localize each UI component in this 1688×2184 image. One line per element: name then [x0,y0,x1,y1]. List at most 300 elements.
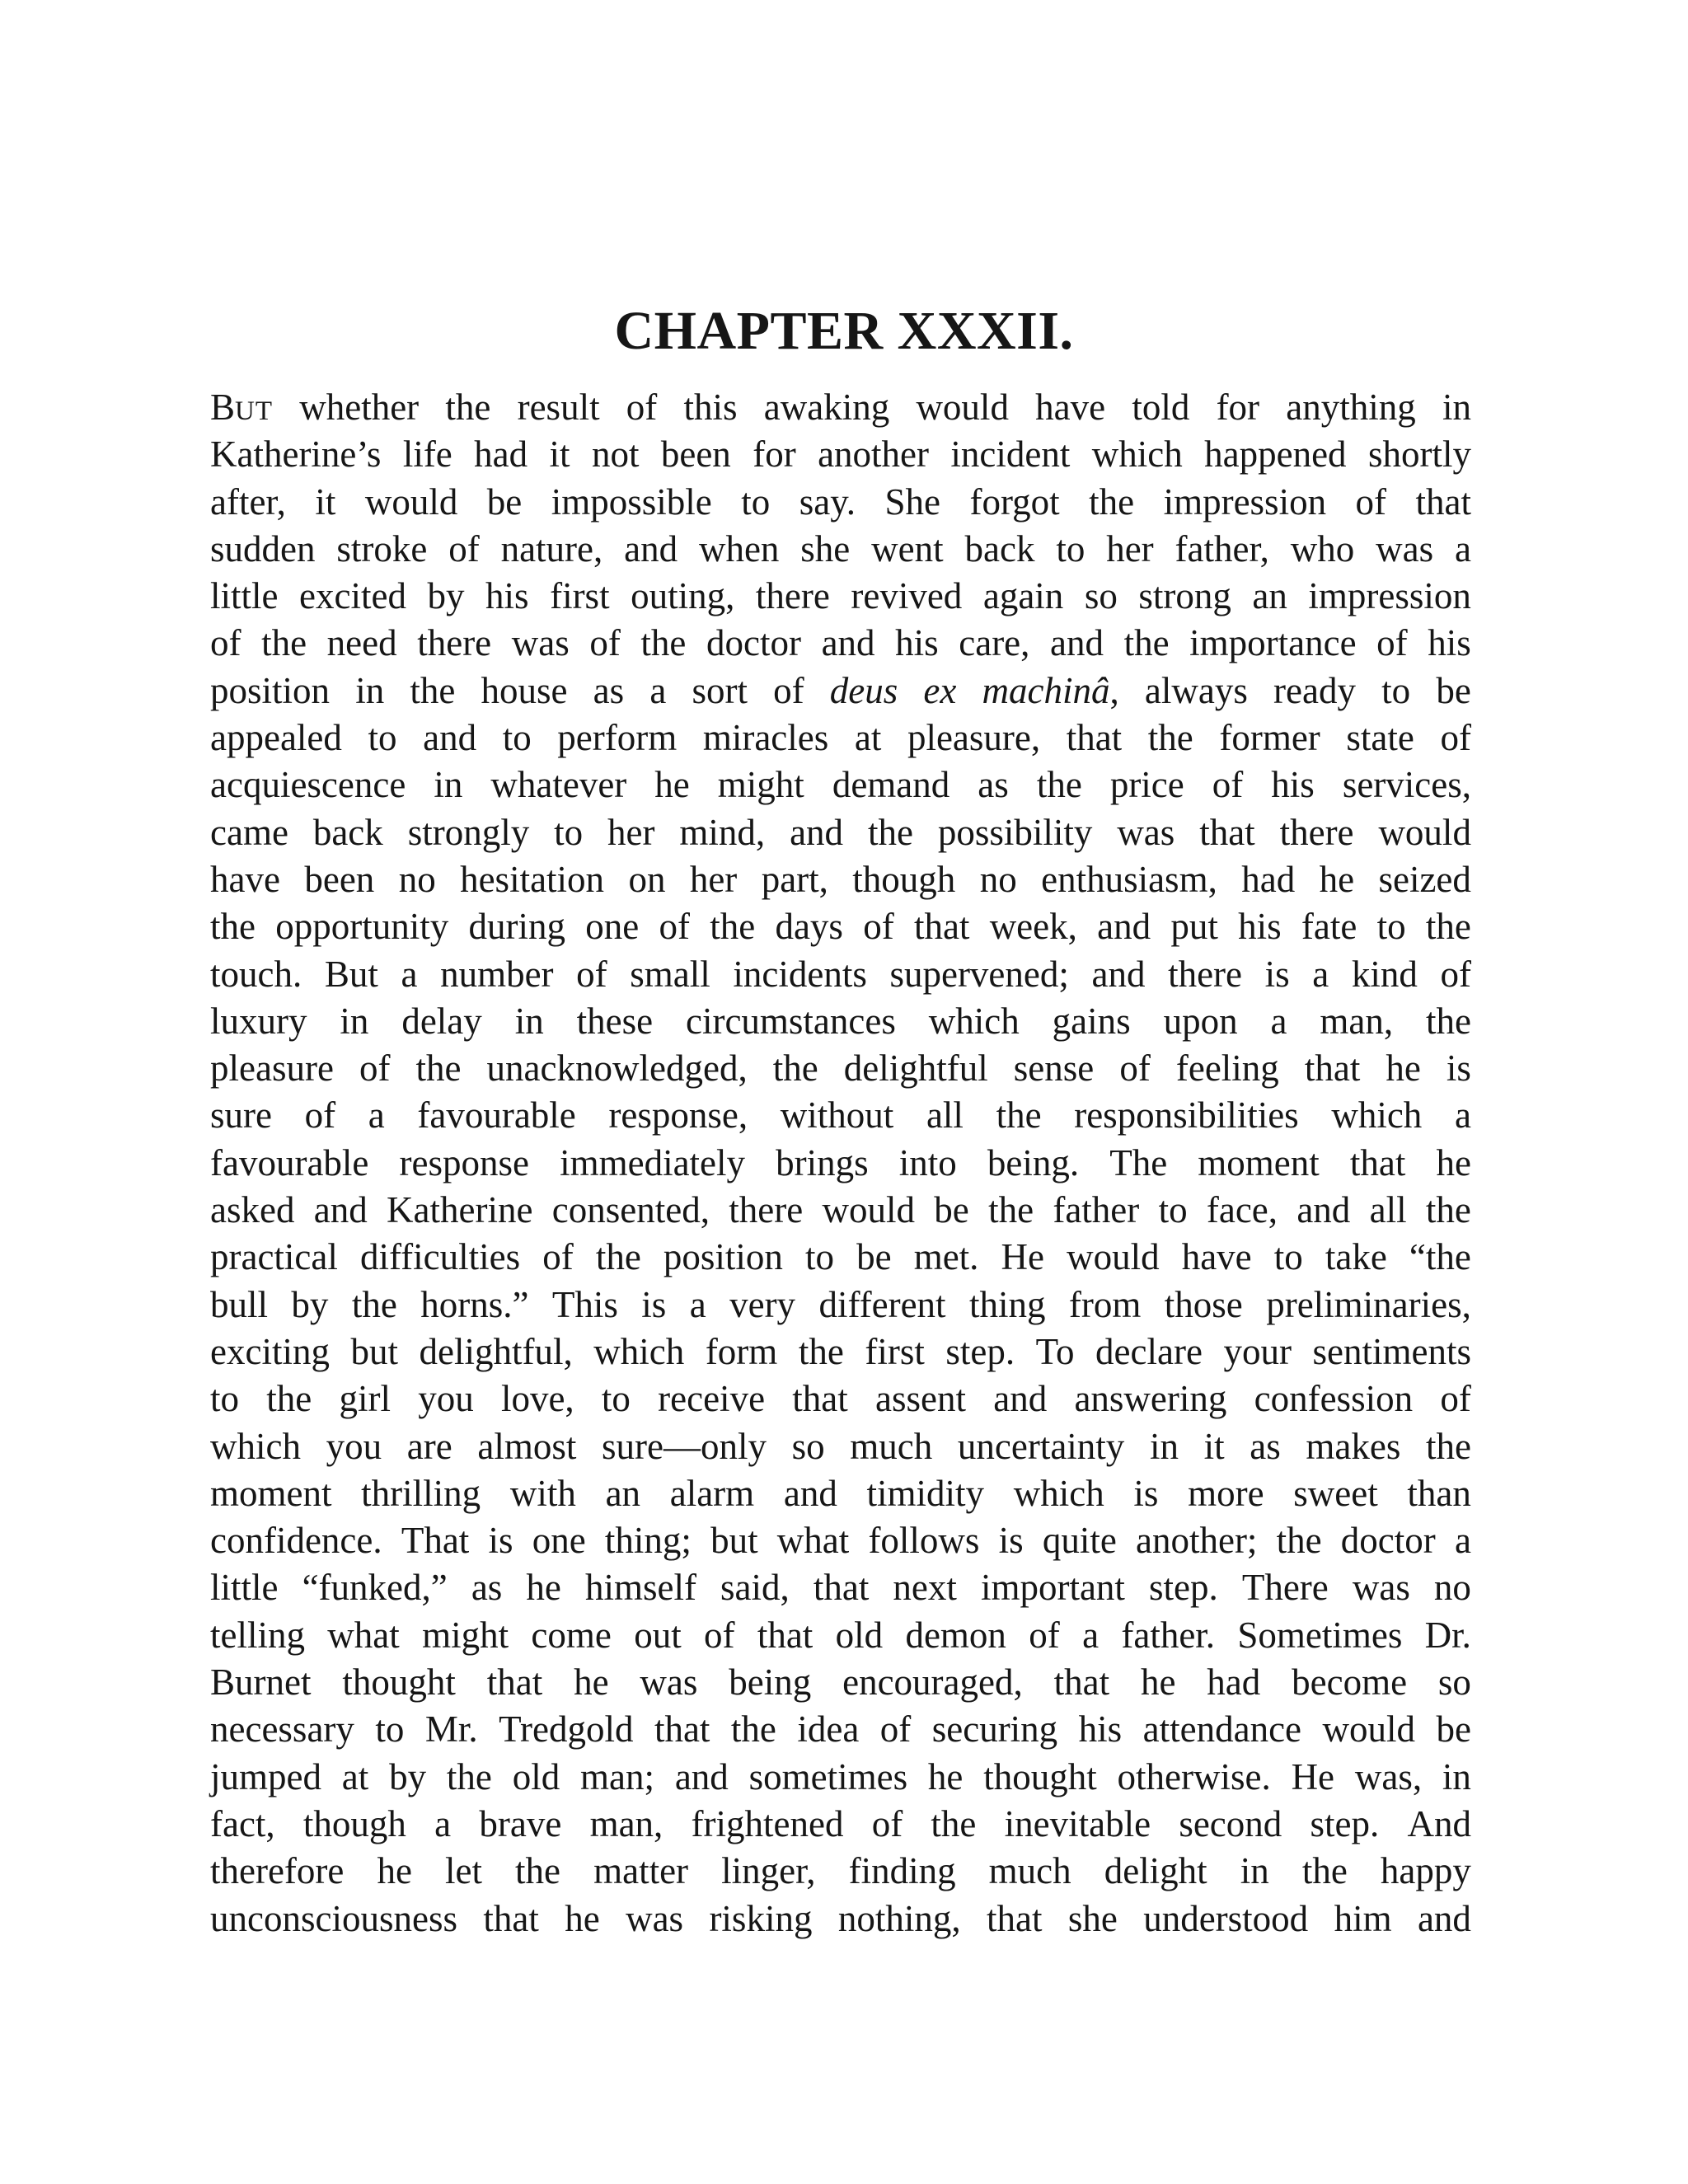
text-line [210,1187,1471,1234]
word: without [780,1094,894,1137]
word: when [698,527,780,569]
word: receive [658,1378,766,1420]
word: and [993,1378,1048,1420]
word: was [1376,527,1434,569]
word: of [863,906,894,948]
word: days [775,906,843,948]
word: bull [210,1283,269,1325]
word: would [364,480,458,523]
word: that [1053,1661,1110,1704]
word: he [1436,1141,1471,1183]
word: to [1158,1189,1188,1231]
word: the [515,1850,561,1892]
word: and [783,1472,837,1514]
text-line [210,1706,1471,1753]
word: that [1066,717,1123,759]
word: pleasure, [907,717,1041,759]
word: of [589,622,621,664]
word: of [1119,1047,1151,1090]
word: feeling [1175,1047,1279,1090]
word: and [790,811,844,853]
word: happy [1380,1850,1471,1892]
word: the [266,1378,312,1420]
word: be [1436,1708,1471,1750]
word: the [931,1802,977,1844]
word: all [926,1094,964,1137]
word: are [406,1425,452,1467]
word: unacknowledged, [486,1047,748,1090]
word: with [509,1472,576,1514]
word: Burnet [210,1661,312,1704]
word: circumstances [685,1000,896,1042]
word: Katherine [387,1189,533,1231]
word: Mr. [424,1708,478,1750]
chapter-body-text [210,384,1471,1943]
word: moment [210,1472,332,1514]
word: to [1056,527,1085,569]
word: would [1067,1236,1160,1278]
word: fact, [210,1802,275,1844]
word: back [964,527,1035,569]
word: the [867,811,913,853]
word: which [928,1000,1020,1042]
word: for [753,434,796,476]
word: There [1241,1567,1329,1609]
word: demon [905,1614,1006,1656]
word: life [402,434,452,476]
word: so [791,1425,825,1467]
word: which [593,1330,685,1372]
word: is [1264,953,1290,995]
word: impression [1163,480,1327,523]
word: in [1149,1425,1179,1467]
word: securing [931,1708,1058,1750]
word: different [818,1283,946,1325]
word: that [483,1897,539,1939]
word: confidence. [210,1520,382,1562]
word: sweet [1293,1472,1378,1514]
word: that [486,1661,543,1704]
text-line [210,1754,1471,1801]
word: there [417,622,492,664]
word: and [1050,622,1104,664]
text-line [210,715,1471,762]
word: services, [1342,764,1471,806]
text-line [210,1848,1471,1895]
word: part, [761,858,828,900]
word: the [1425,906,1471,948]
word: his [485,575,529,617]
word: her [607,811,655,853]
word: number [440,953,554,995]
word: and [1091,953,1146,995]
word: delight [1104,1850,1207,1892]
word: impossible [551,480,712,523]
word: a [368,1094,385,1137]
word: told [1132,387,1190,428]
word: of [1376,622,1408,664]
word: to [1376,906,1406,948]
word: the [1147,717,1193,759]
word: That [401,1520,470,1562]
word: be [1436,669,1471,711]
text-line [210,1896,1471,1943]
word: was [511,622,570,664]
word: the [1301,1850,1348,1892]
word: Sometimes [1237,1614,1403,1656]
word: your [1223,1330,1292,1372]
word: which [1091,434,1183,476]
word: Dr. [1424,1614,1471,1656]
word: that [792,1378,848,1420]
word: as [593,669,625,711]
word: which [210,1425,301,1467]
word: thrilling [361,1472,481,1514]
word: little [210,575,279,617]
word: Katherine’s [210,434,382,476]
word: during [468,906,565,948]
word: position [663,1236,783,1278]
word: of [576,953,607,995]
word: doctor [706,622,801,664]
word: happened [1204,434,1347,476]
word: To [1035,1330,1075,1372]
word: asked [210,1189,295,1231]
word: horns.” [420,1283,529,1325]
word: He [1291,1755,1335,1797]
word: it [549,434,570,476]
word: face, [1206,1189,1278,1231]
word: his [1271,764,1315,806]
word: kind [1351,953,1418,995]
word: to [805,1236,835,1278]
word: he [377,1850,412,1892]
word: his [1238,906,1282,948]
word: on [628,858,666,900]
word: by [291,1283,329,1325]
word: difficulties [359,1236,521,1278]
word: a [1312,953,1329,995]
word: father. [1121,1614,1216,1656]
word: that [1199,811,1255,853]
word: a [434,1802,452,1844]
word: seized [1378,858,1471,900]
word: for [1216,387,1260,428]
word: is [641,1283,667,1325]
word: favourable [417,1094,576,1137]
text-line [210,1376,1471,1422]
text-line [210,1045,1471,1092]
word: was [640,1661,698,1704]
word: love, [500,1378,574,1420]
word: and [423,717,477,759]
word: by [389,1755,427,1797]
word: though [852,858,956,900]
word: the [210,906,256,948]
text-line [210,384,1471,431]
word: become [1292,1661,1408,1704]
word: an [605,1472,641,1514]
word: of [210,622,241,664]
word: step. [945,1330,1015,1372]
text-line [210,903,1471,950]
word: the [445,387,491,428]
word: sense [1013,1047,1095,1090]
word: sometimes [748,1755,908,1797]
word: be [934,1189,969,1231]
word: father, [1175,527,1269,569]
word: old [835,1614,884,1656]
word: much [850,1425,933,1467]
word: And [1407,1802,1471,1844]
word: assent [875,1378,966,1420]
word: might [422,1614,509,1656]
word: met. [913,1236,979,1278]
word: girl [339,1378,391,1420]
word: so [1084,575,1118,617]
word: luxury [210,1000,307,1042]
word: his [1078,1708,1123,1750]
word: her [1106,527,1154,569]
word: it [1203,1425,1225,1467]
word: to [741,480,771,523]
word: a [1454,1520,1471,1562]
word: upon [1163,1000,1238,1042]
word: to [1273,1236,1303,1278]
word: He [1001,1236,1045,1278]
word: of [1440,953,1471,995]
word: he [1319,858,1355,900]
word: which [1331,1094,1423,1137]
word: old [512,1755,560,1797]
word: ex [923,669,957,711]
word: there [1279,811,1354,853]
word: of [659,906,690,948]
word: incident [950,434,1071,476]
text-line [210,1092,1471,1139]
word: deus [829,669,898,711]
word: attendance [1142,1708,1302,1750]
word: of [1355,480,1387,523]
word: matter [593,1850,689,1892]
word: frightened [691,1802,844,1844]
word: alarm [669,1472,755,1514]
word: that [913,906,970,948]
word: was [1352,1567,1410,1609]
word: need [326,622,397,664]
text-line [210,620,1471,667]
word: consented, [551,1189,710,1231]
word: again [982,575,1064,617]
text-line [210,856,1471,903]
word: “funked,” [302,1567,448,1609]
word: the [1426,1425,1471,1467]
word: thing [968,1283,1046,1325]
word: next [893,1567,957,1609]
word: that [1304,1047,1361,1090]
word: have [1181,1236,1252,1278]
word: into [898,1141,957,1183]
word: was, [1354,1755,1423,1797]
word: no [979,858,1017,900]
word: of [1212,764,1244,806]
word: the [446,1755,492,1797]
word: he [654,764,690,806]
word: the [415,1047,462,1090]
word: the [1276,1520,1322,1562]
word: a [1454,527,1471,569]
word: acquiescence [210,764,406,806]
word: that [1415,480,1471,523]
word: of [448,527,480,569]
word: first [865,1330,925,1372]
word: by [427,575,465,617]
word: incidents [733,953,867,995]
word: went [871,527,944,569]
word: strong [1138,575,1231,617]
word: doctor [1340,1520,1436,1562]
word: much [988,1850,1071,1892]
word: idea [797,1708,860,1750]
word: in [514,1000,544,1042]
word: after, [210,480,286,523]
word: being. [987,1141,1080,1183]
word: he [565,1897,600,1939]
word: his [1428,622,1471,664]
word: more [1188,1472,1264,1514]
word: finding [848,1850,956,1892]
word: an [1252,575,1287,617]
word: had [1241,858,1296,900]
word: and [313,1189,368,1231]
word: sure [210,1094,272,1137]
word: anything [1286,387,1416,428]
word: of [304,1094,336,1137]
word: to [554,811,584,853]
word: of [542,1236,574,1278]
word: uncertainty [957,1425,1125,1467]
word: but [350,1330,399,1372]
word: unconsciousness [210,1897,457,1939]
word: answering [1074,1378,1227,1420]
word: nothing, [837,1897,961,1939]
word: of [1029,1614,1060,1656]
text-line [210,668,1471,715]
word: touch. [210,953,302,995]
word: the [1089,480,1135,523]
word: first [550,575,610,617]
text-line [210,1801,1471,1848]
word: it [315,480,336,523]
word: small [630,953,710,995]
word: opportunity [275,906,449,948]
word: awaking [763,387,890,428]
word: The [1109,1141,1168,1183]
word: whatever [490,764,627,806]
word: is [1446,1047,1471,1090]
word: all [1369,1189,1407,1231]
word: would [1322,1708,1415,1750]
word: to [375,1708,405,1750]
word: the [1425,1189,1471,1231]
word: a [1270,1000,1287,1042]
word: thought [342,1661,456,1704]
text-line [210,809,1471,856]
word: be [486,480,523,523]
word: a [689,1283,706,1325]
text-line [210,1470,1471,1517]
word: delightful, [419,1330,573,1372]
word: in [1442,387,1471,428]
word: telling [210,1614,305,1656]
word: declare [1095,1330,1203,1372]
word: second [1179,1802,1282,1844]
word: very [729,1283,796,1325]
word: at [341,1755,369,1797]
word: to [502,717,532,759]
word: sort [692,669,748,711]
word: take [1325,1236,1387,1278]
word: response, [608,1094,748,1137]
word: be [856,1236,892,1278]
text-line [210,951,1471,998]
word: jumped [210,1755,321,1797]
word: which [1013,1472,1104,1514]
word: almost [477,1425,577,1467]
word: he [1386,1047,1421,1090]
word: you [418,1378,474,1420]
word: timidity [866,1472,985,1514]
word: and [674,1755,729,1797]
word: he [1140,1661,1176,1704]
word: a [1082,1614,1100,1656]
word: and [1296,1189,1351,1231]
word: excited [299,575,406,617]
word: importance [1189,622,1357,664]
word: being [729,1661,812,1704]
word: to [210,1378,240,1420]
word: She [884,480,941,523]
word: man, [1320,1000,1394,1042]
word: another [818,434,930,476]
word: “the [1409,1236,1471,1278]
word: BUT [210,387,274,428]
word: risking [709,1897,813,1939]
word: would [1378,811,1471,853]
word: there [1168,953,1243,995]
text-line [210,998,1471,1045]
word: fate [1301,906,1357,948]
word: exciting [210,1330,330,1372]
word: out [634,1614,682,1656]
word: as [471,1567,503,1609]
word: and [1097,906,1151,948]
word: you [326,1425,382,1467]
word: delay [401,1000,482,1042]
word: confession [1254,1378,1414,1420]
word: sure—only [601,1425,767,1467]
word: man; [580,1755,655,1797]
word: she [1067,1897,1118,1939]
word: those [1164,1283,1243,1325]
word: enthusiasm, [1041,858,1217,900]
word: that [1349,1141,1406,1183]
word: week, [989,906,1077,948]
word: in [340,1000,369,1042]
text-line [210,526,1471,573]
text-line [210,479,1471,526]
word: makes [1306,1425,1401,1467]
